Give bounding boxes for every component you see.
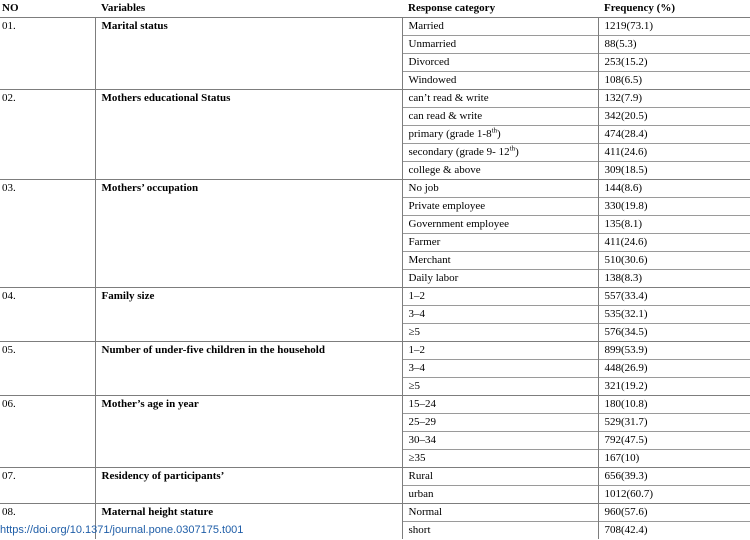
variable-name: Family size [95, 288, 402, 342]
table-row [0, 342, 750, 360]
category-text: ≥35 [408, 452, 426, 464]
response-category [402, 432, 598, 450]
header-no: NO [0, 0, 95, 18]
variable-name: Marital status [95, 18, 402, 90]
row-number: 04. [0, 288, 95, 342]
category-superscript: th [509, 144, 516, 153]
category-text: Normal [408, 506, 443, 518]
response-category [402, 270, 598, 288]
category-text: can’t read & write [408, 92, 489, 104]
category-text: short [408, 524, 431, 536]
category-text: urban [408, 488, 434, 500]
frequency-value: 342(20.5) [598, 108, 750, 126]
response-category [402, 108, 598, 126]
response-category [402, 342, 598, 360]
frequency-value: 180(10.8) [598, 396, 750, 414]
category-text: can read & write [408, 110, 483, 122]
row-number: 02. [0, 90, 95, 180]
category-text: Unmarried [408, 38, 457, 50]
frequency-value: 474(28.4) [598, 126, 750, 144]
category-suffix: ) [515, 146, 519, 158]
category-text: Windowed [408, 74, 457, 86]
category-text: Private employee [408, 200, 486, 212]
frequency-value: 132(7.9) [598, 90, 750, 108]
frequency-value: 960(57.6) [598, 504, 750, 522]
response-category [402, 468, 598, 486]
frequency-value: 108(6.5) [598, 72, 750, 90]
response-category [402, 306, 598, 324]
response-category [402, 126, 598, 144]
table-row [0, 504, 750, 522]
response-category [402, 162, 598, 180]
response-category [402, 288, 598, 306]
frequency-value: 1012(60.7) [598, 486, 750, 504]
response-category [402, 72, 598, 90]
row-number: 06. [0, 396, 95, 468]
frequency-value: 330(19.8) [598, 198, 750, 216]
response-category [402, 378, 598, 396]
frequency-value: 88(5.3) [598, 36, 750, 54]
header-frequency: Frequency (%) [598, 0, 750, 18]
response-category [402, 90, 598, 108]
response-category [402, 18, 598, 36]
response-category [402, 180, 598, 198]
row-number: 01. [0, 18, 95, 90]
frequency-value: 656(39.3) [598, 468, 750, 486]
variable-name: Mother’s age in year [95, 396, 402, 468]
row-number: 05. [0, 342, 95, 396]
response-category [402, 486, 598, 504]
category-text: 15–24 [408, 398, 436, 410]
row-number: 07. [0, 468, 95, 504]
category-text: secondary (grade 9- 12 [408, 146, 510, 158]
response-category [402, 522, 598, 540]
header-row [0, 0, 750, 18]
category-text: No job [408, 182, 439, 194]
frequency-value: 535(32.1) [598, 306, 750, 324]
table-row [0, 180, 750, 198]
category-text: Married [408, 20, 444, 32]
response-category [402, 414, 598, 432]
frequency-value: 557(33.4) [598, 288, 750, 306]
table-body [0, 18, 750, 540]
frequency-value: 138(8.3) [598, 270, 750, 288]
frequency-value: 510(30.6) [598, 252, 750, 270]
category-text: Daily labor [408, 272, 459, 284]
category-text: Government employee [408, 218, 509, 230]
category-text: 25–29 [408, 416, 436, 428]
variable-name: Number of under-five children in the household [95, 342, 402, 396]
doi-link[interactable]: https://doi.org/10.1371/journal.pone.0307175.t001 [0, 524, 244, 536]
response-category [402, 504, 598, 522]
frequency-value: 1219(73.1) [598, 18, 750, 36]
category-text: Rural [408, 470, 433, 482]
frequency-value: 144(8.6) [598, 180, 750, 198]
category-text: 30–34 [408, 434, 436, 446]
frequency-value: 321(19.2) [598, 378, 750, 396]
response-category [402, 450, 598, 468]
row-number: 08. [0, 504, 95, 540]
category-text: ≥5 [408, 326, 421, 338]
table-row [0, 288, 750, 306]
frequency-value: 411(24.6) [598, 144, 750, 162]
frequency-value: 448(26.9) [598, 360, 750, 378]
category-text: 1–2 [408, 344, 425, 356]
variable-name: Maternal height stature [95, 504, 402, 540]
variable-name: Residency of participants’ [95, 468, 402, 504]
frequency-value: 529(31.7) [598, 414, 750, 432]
response-category [402, 198, 598, 216]
category-text: Farmer [408, 236, 441, 248]
category-superscript: th [491, 126, 498, 135]
category-text: Merchant [408, 254, 451, 266]
category-text: 3–4 [408, 308, 425, 320]
response-category [402, 396, 598, 414]
row-number: 03. [0, 180, 95, 288]
header-response-category: Response category [402, 0, 598, 18]
response-category [402, 36, 598, 54]
table-row [0, 396, 750, 414]
frequency-value: 899(53.9) [598, 342, 750, 360]
category-text: college & above [408, 164, 481, 176]
category-text: ≥5 [408, 380, 421, 392]
category-text: 1–2 [408, 290, 425, 302]
response-category [402, 234, 598, 252]
response-category [402, 216, 598, 234]
category-text: Divorced [408, 56, 450, 68]
frequency-value: 135(8.1) [598, 216, 750, 234]
response-category [402, 54, 598, 72]
frequency-value: 253(15.2) [598, 54, 750, 72]
frequency-value: 792(47.5) [598, 432, 750, 450]
variable-name: Mothers educational Status [95, 90, 402, 180]
frequency-value: 708(42.4) [598, 522, 750, 540]
frequency-value: 576(34.5) [598, 324, 750, 342]
category-text: 3–4 [408, 362, 425, 374]
table-row [0, 468, 750, 486]
frequency-value: 411(24.6) [598, 234, 750, 252]
response-category [402, 324, 598, 342]
response-category [402, 144, 598, 162]
table-row [0, 90, 750, 108]
frequency-value: 167(10) [598, 450, 750, 468]
table-row [0, 18, 750, 36]
category-suffix: ) [497, 128, 501, 140]
category-text: primary (grade 1-8 [408, 128, 492, 140]
response-category [402, 252, 598, 270]
response-category [402, 360, 598, 378]
variable-name: Mothers’ occupation [95, 180, 402, 288]
header-variables: Variables [95, 0, 402, 18]
frequency-value: 309(18.5) [598, 162, 750, 180]
